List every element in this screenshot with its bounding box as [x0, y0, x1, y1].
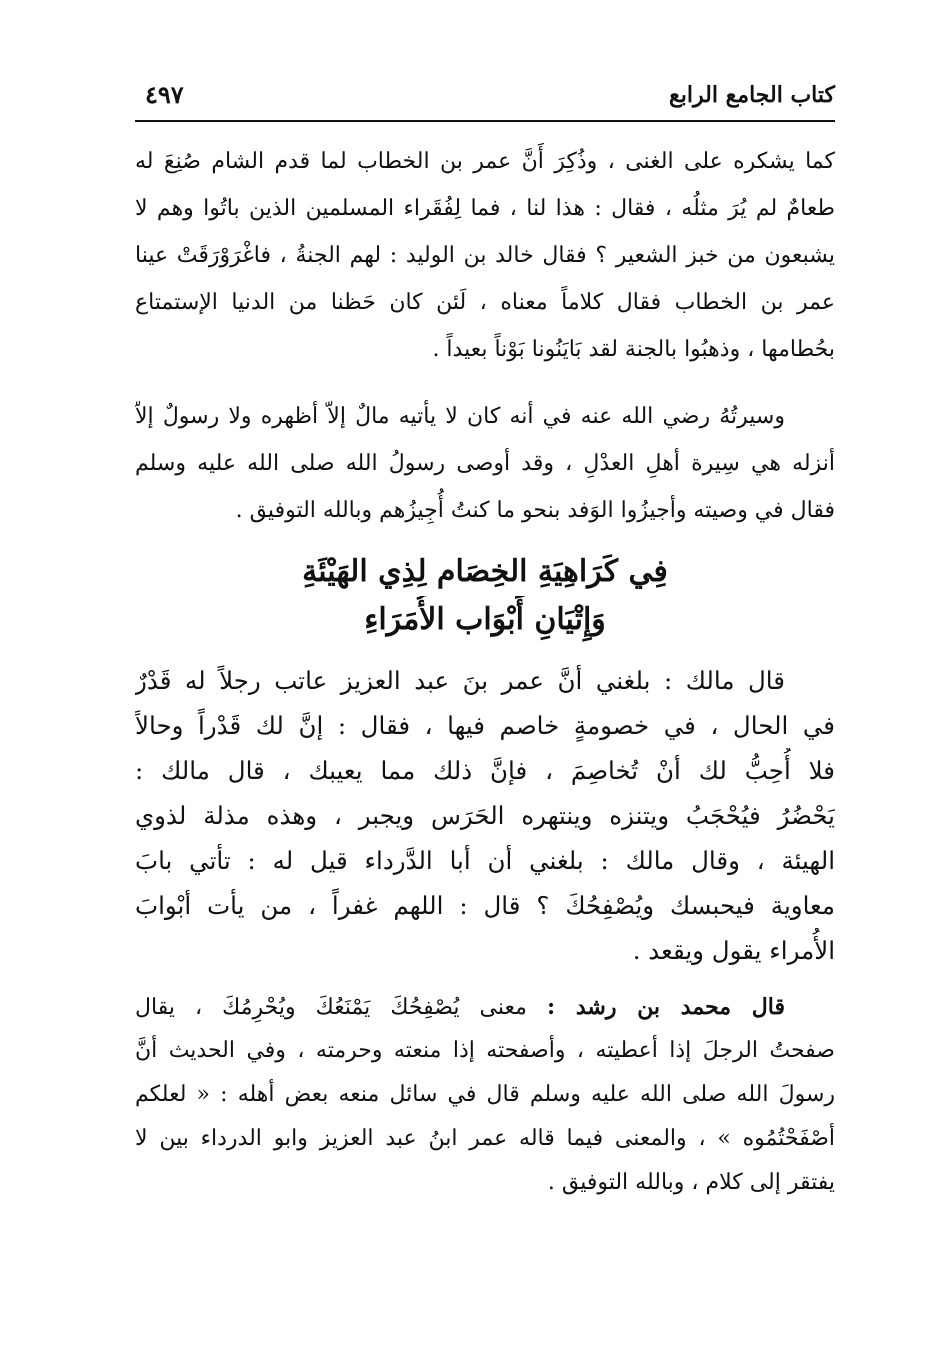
text-line: وسيرتُهُ رضي الله عنه في أنه كان لا يأتيه مالٌ إلاّ أظهره ولا رسولٌ إلاّ [135, 404, 785, 429]
text-line: معاوية فيحبسك ويُصْفِحُكَ ؟ قال : اللهم غفراً ، من يأت أبْوابَ [135, 891, 835, 920]
section-heading [135, 548, 835, 644]
paragraph-2 [135, 393, 835, 534]
text-line: عمر بن الخطاب فقال كلاماً معناه ، لَئن كان حَظنا من الدنيا الإستمتاع [135, 290, 835, 315]
heading-line-2: وَإِتْيَانِ أَبْوَاب الأُمَرَاءِ [364, 602, 606, 637]
text-line: كما يشكره على الغنى ، وذُكِرَ أَنَّ عمر بن الخطاب لما قدم الشام صُنِعَ له [135, 149, 835, 174]
text-line: قال مالك : بلغني أنَّ عمر بنَ عبد العزيز عاتب رجلاً له قَدْرٌ [135, 666, 785, 695]
text-line: فقال في وصيته وأجيزُوا الوَفد بنحو ما كنتُ أُجِيزُهم وبالله التوفيق . [235, 498, 835, 523]
text-line: يفتقر إلى كلام ، وبالله التوفيق . [547, 1170, 835, 1195]
text-line: الهيئة ، وقال مالك : بلغني أن أبا الدَّرداء قيل له : تأتي بابَ [135, 846, 835, 875]
paragraph-4 [135, 985, 835, 1205]
text-line [135, 985, 835, 1029]
text-line: الأُمراء يقول ويقعد . [632, 936, 835, 965]
text-line: بحُطامها ، وذهبُوا بالجنة لقد بَايَنُونا بَوْناً بعيداً . [432, 337, 835, 362]
text-line: أنزله هي سِيرة أهلِ العدْلِ ، وقد أوصى رسولُ الله صلى الله عليه وسلم [135, 451, 835, 476]
text-line: فلا أُحِبُّ لك أنْ تُخاصِمَ ، فإنَّ ذلك مما يعيبك ، قال مالك : [135, 756, 835, 785]
text-line: يَحْضُرُ فيُحْجَبُ ويتنزه وينتهره الحَرَس ويجبر ، وهذه مذلة لذوي [135, 801, 835, 830]
speaker-label: قال محمد بن رشد : [546, 994, 785, 1020]
text-line-rest: معنى يُصْفِحُكَ يَمْنَعُكَ ويُحْرِمُكَ ، يقال [135, 995, 527, 1020]
text-line: صفحتُ الرجلَ إذا أعطيته ، وأصفحته إذا منعته وحرمته ، وفي الحديث أنَّ [135, 1038, 835, 1063]
text-line: رسولَ الله صلى الله عليه وسلم قال في سائل منعه بعض أهله : « لعلكم [135, 1082, 835, 1107]
text-line: أصْفَحْتُمُوه » ، والمعنى فيما قاله عمر ابنُ عبد العزيز وابو الدرداء بين لا [135, 1126, 835, 1151]
heading-line-1: فِي كَرَاهِيَةِ الخِصَام لِذِي الهَيْئَةِ [302, 554, 668, 589]
paragraph-1 [135, 138, 835, 373]
text-line: يشبعون من خبز الشعير ؟ فقال خالد بن الوليد : لهم الجنةُ ، فاغْرَوْرَقَتْ عينا [135, 243, 835, 268]
page-number: ٤٩٧ [145, 80, 184, 109]
page-body [135, 138, 835, 1205]
running-title: كتاب الجامع الرابع [669, 82, 835, 108]
paragraph-3 [135, 658, 835, 973]
text-line: في الحال ، في خصومةٍ خاصم فيها ، فقال : إنَّ لك قَدْراً وحالاً [135, 711, 835, 740]
page-header [135, 80, 835, 122]
text-line: طعامٌ لم يُرَ مثلُه ، فقال : هذا لنا ، فما لِفُقَراء المسلمين الذين باتُوا وهم لا [135, 196, 835, 221]
